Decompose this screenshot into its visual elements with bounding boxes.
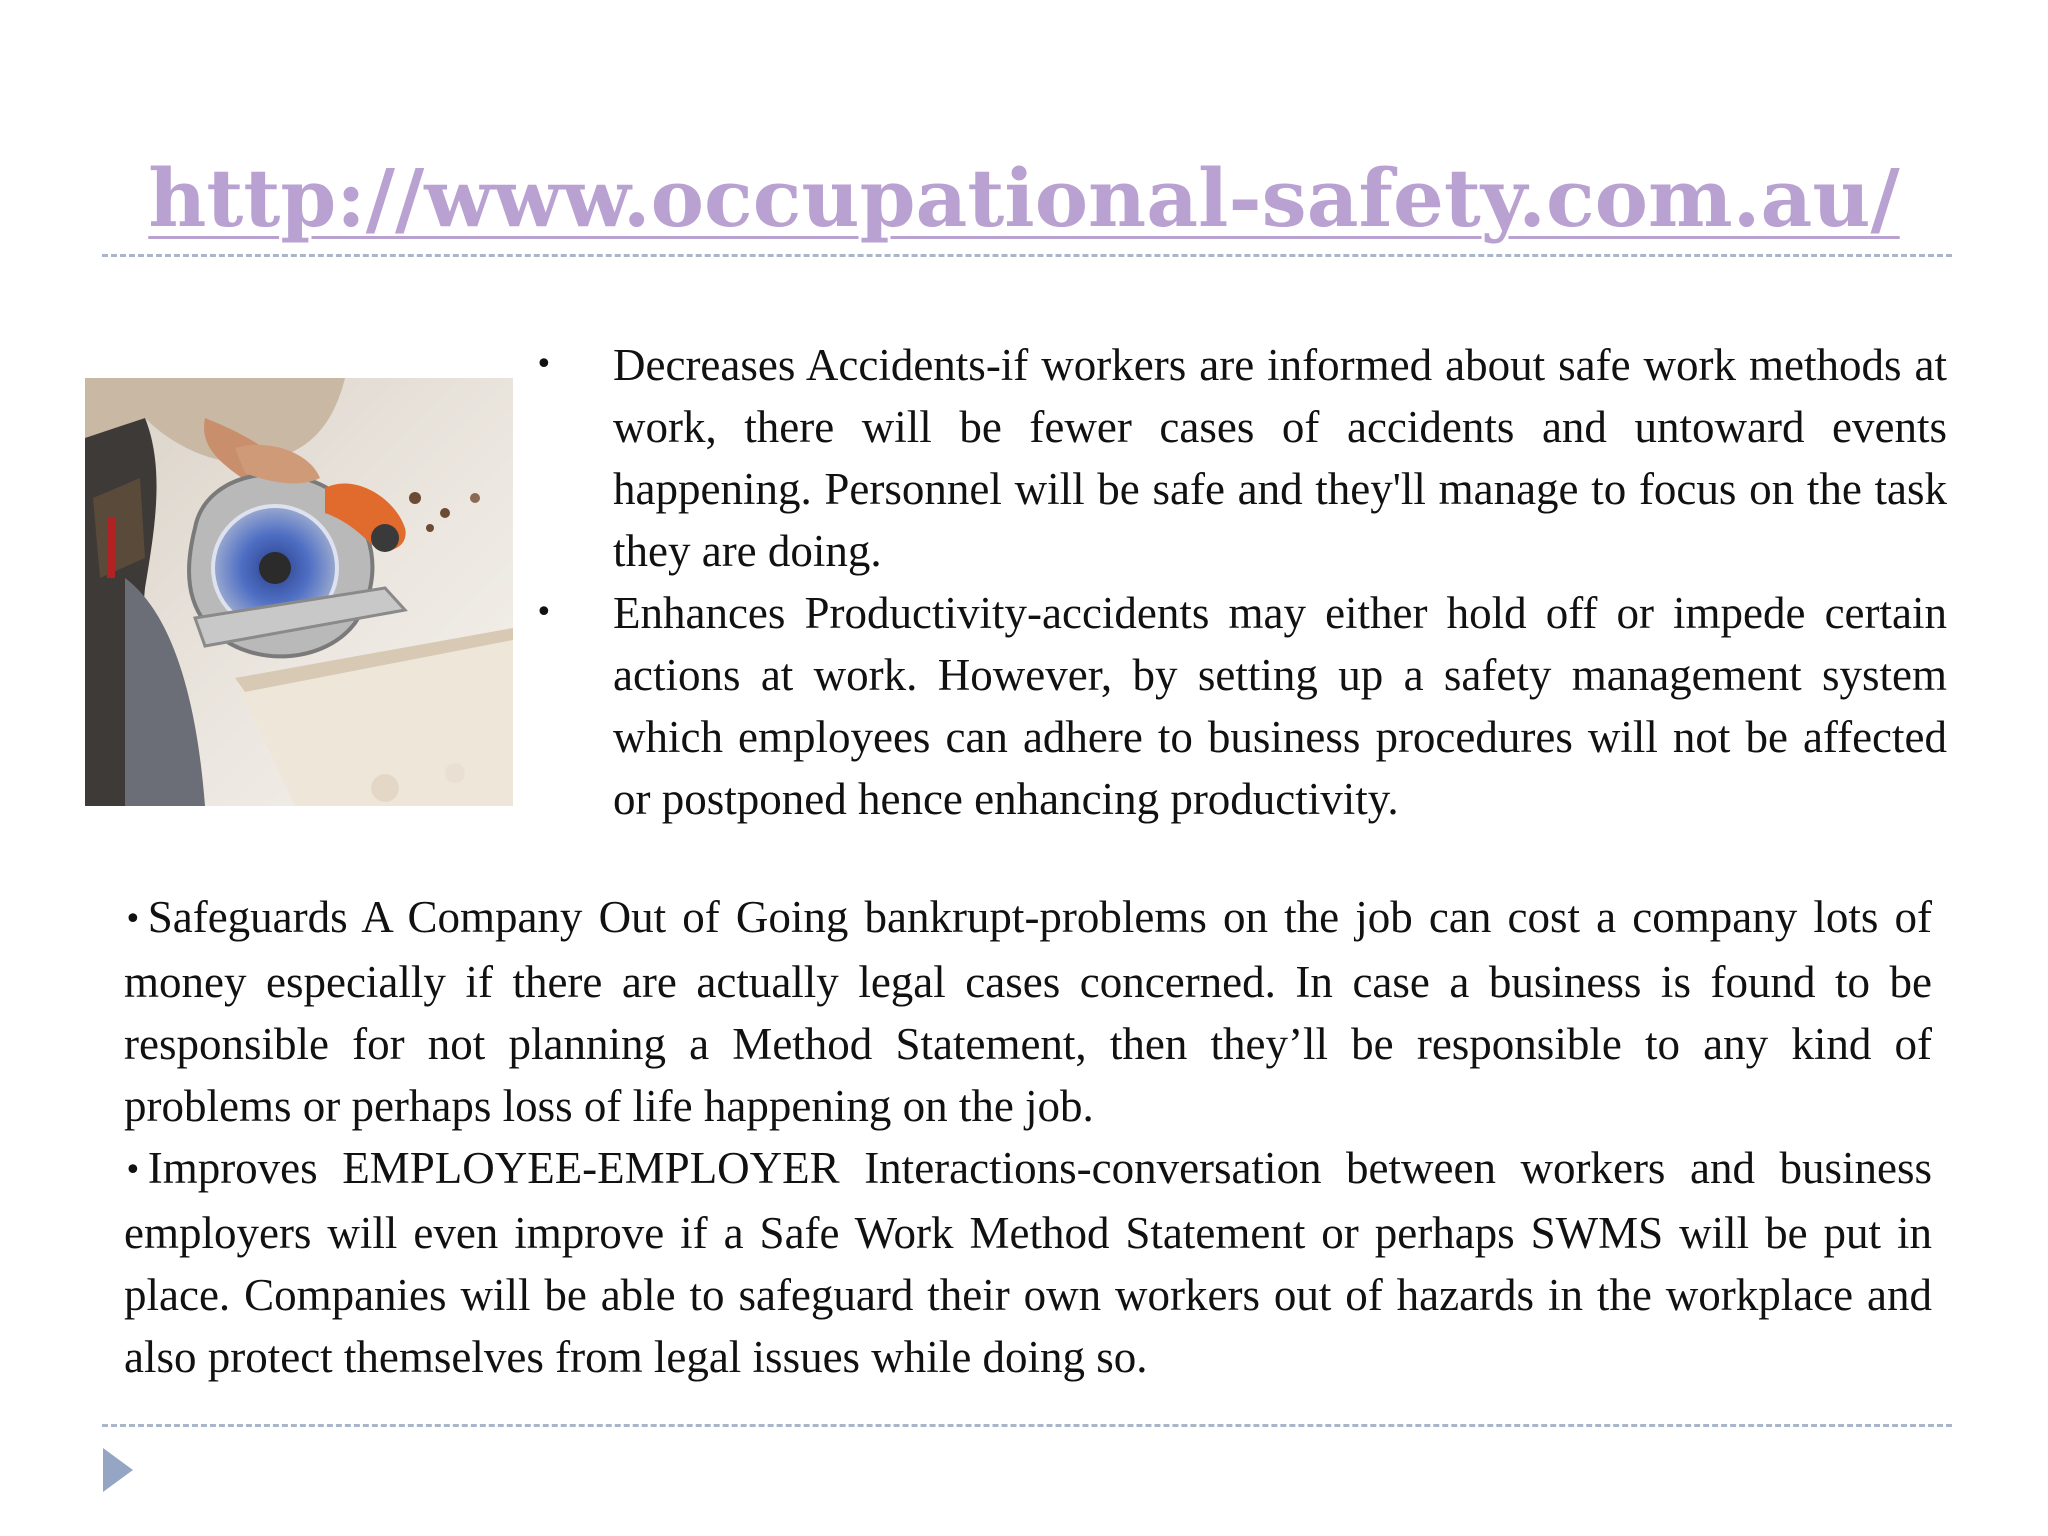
- bullet-icon: •: [124, 1153, 142, 1188]
- list-item: [124, 886, 1932, 1137]
- bullets-right-column: [535, 334, 1947, 830]
- bullet-text: Safeguards A Company Out of Going bankrupt-problems on the job can cost a company lots of money especially if there are actually legal cases concerned. In case a business is found to be responsible for not planning a Method Statement, then they’ll be responsible to any kind of problems or perhaps loss of life happening on the job.: [124, 892, 1932, 1131]
- top-divider: [102, 254, 1952, 257]
- slide-title-link[interactable]: http://www.occupational-safety.com.au/: [148, 151, 1900, 245]
- worker-circular-saw-photo: [85, 378, 513, 806]
- bullet-text: Improves EMPLOYEE-EMPLOYER Interactions-conversation between workers and business employers will even improve if a Safe Work Method Statement or perhaps SWMS will be put in place. Companies will be able to safeguard their own workers out of hazards in the workplace and also protect themselves from legal issues while doing so.: [124, 1143, 1932, 1382]
- bullet-text: Decreases Accidents-if workers are informed about safe work methods at work, there will be fewer cases of accidents and untoward events happening. Personnel will be safe and they'll manage to focus on the task they are doing.: [613, 340, 1947, 576]
- bullets-full-width: [124, 886, 1932, 1388]
- bullet-icon: •: [535, 347, 553, 382]
- bullet-text: Enhances Productivity-accidents may either hold off or impede certain actions at work. However, by setting up a safety management system which employees can adhere to business procedures will not be affected or postponed hence enhancing productivity.: [613, 588, 1947, 824]
- triangle-right-icon[interactable]: [103, 1448, 133, 1492]
- bottom-divider: [102, 1424, 1952, 1427]
- list-item: [535, 334, 1947, 582]
- list-item: [124, 1137, 1932, 1388]
- list-item: [535, 582, 1947, 830]
- bullet-icon: •: [535, 595, 553, 630]
- bullet-icon: •: [124, 902, 142, 937]
